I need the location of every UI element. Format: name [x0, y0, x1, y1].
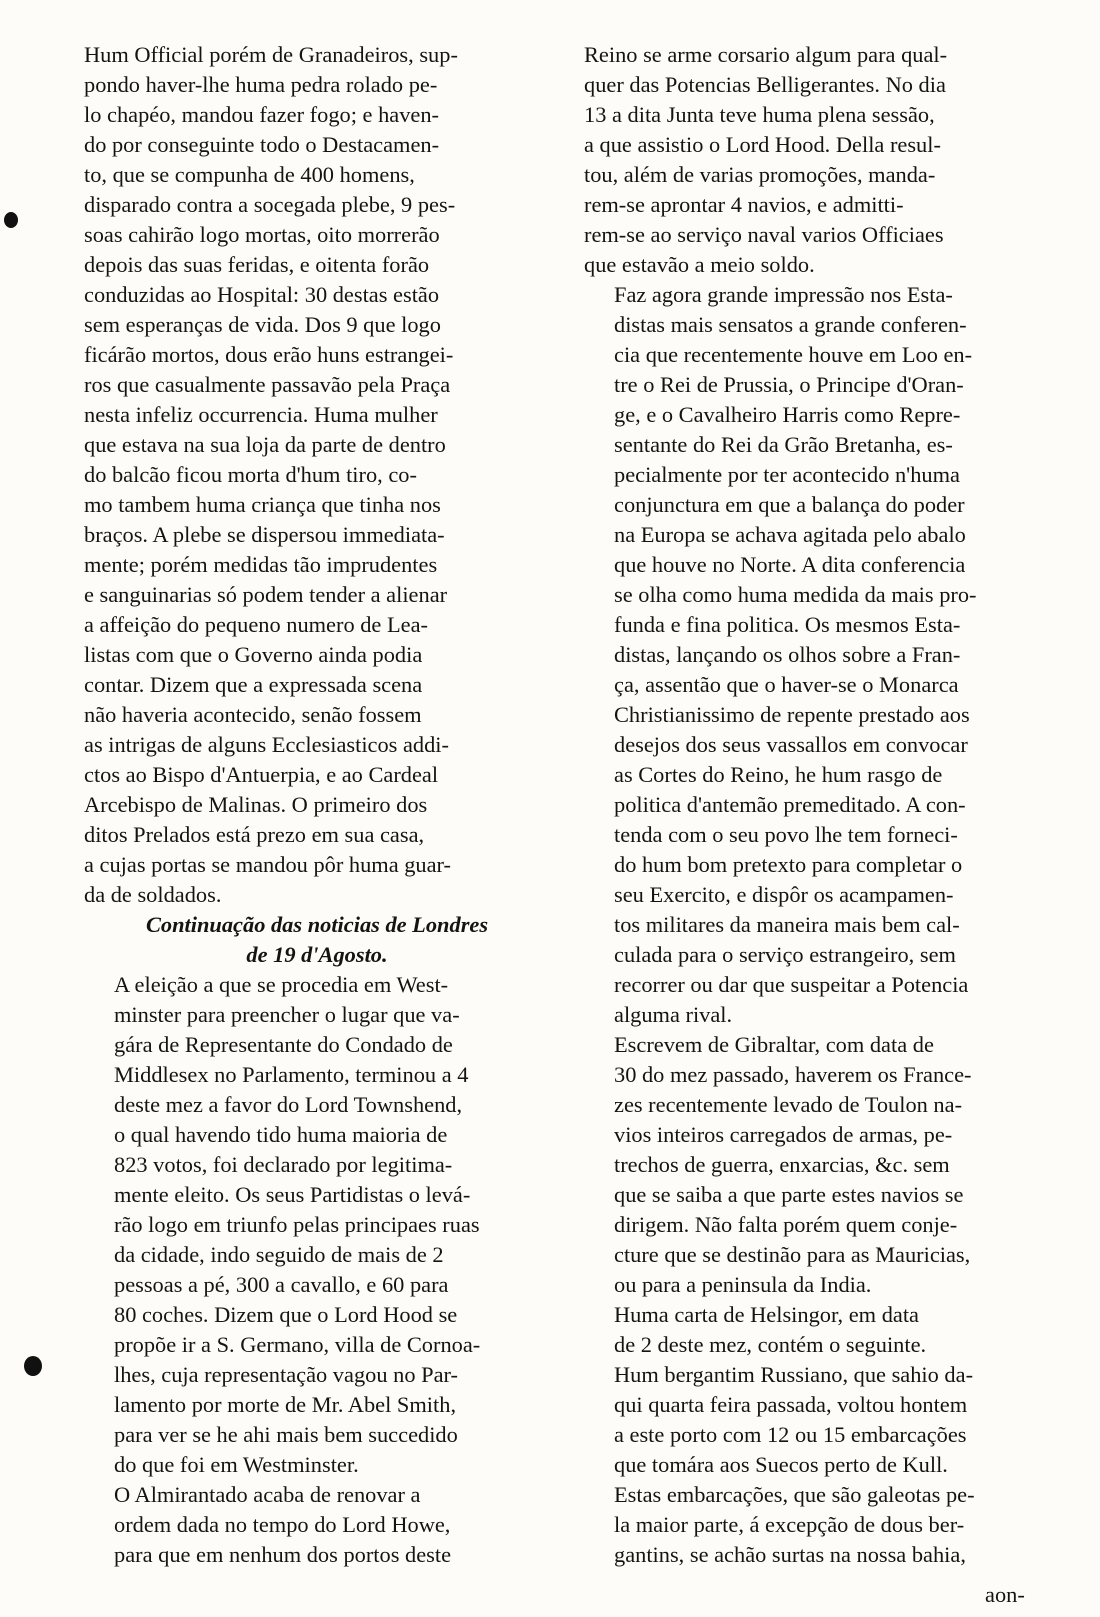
- text-line: A eleição a que se procedia em West-: [114, 972, 449, 997]
- text-line: a affeição do pequeno numero de Lea-: [84, 612, 428, 637]
- text-line: ctos ao Bispo d'Antuerpia, e ao Cardeal: [84, 762, 439, 787]
- text-line: que estava na sua loja da parte de dentro: [84, 432, 446, 457]
- text-line: propõe ir a S. Germano, villa de Cornoa-: [114, 1332, 481, 1357]
- text-line: não haveria acontecido, senão fossem: [84, 702, 422, 727]
- text-line: listas com que o Governo ainda podia: [84, 642, 423, 667]
- text-line: que tomára aos Suecos perto de Kull.: [614, 1452, 948, 1477]
- text-line: que estavão a meio soldo.: [584, 252, 815, 277]
- text-line: sem esperanças de vida. Dos 9 que logo: [84, 312, 441, 337]
- text-line: rem-se ao serviço naval varios Officiaes: [584, 222, 944, 247]
- text-line: Estas embarcações, que são galeotas pe-: [614, 1482, 975, 1507]
- text-line: do que foi em Westminster.: [114, 1452, 359, 1477]
- text-line: tou, além de varias promoções, manda-: [584, 162, 936, 187]
- text-line: sentante do Rei da Grão Bretanha, es-: [614, 432, 953, 457]
- text-line: cture que se destinão para as Mauricias,: [614, 1242, 971, 1267]
- text-line: de 19 d'Agosto.: [246, 942, 388, 967]
- text-line: conjunctura em que a balança do poder: [614, 492, 965, 517]
- text-line: da cidade, indo seguido de mais de 2: [114, 1242, 444, 1267]
- text-line: recorrer ou dar que suspeitar a Potencia: [614, 972, 969, 997]
- text-line: depois das suas feridas, e oitenta forão: [84, 252, 430, 277]
- text-line: Huma carta de Helsingor, em data: [614, 1302, 919, 1327]
- text-line: funda e fina politica. Os mesmos Esta-: [614, 612, 961, 637]
- text-line: gantins, se achão surtas na nossa bahia,: [614, 1542, 966, 1567]
- text-line: vios inteiros carregados de armas, pe-: [614, 1122, 953, 1147]
- paragraph: [584, 40, 1066, 280]
- text-line: tos militares da maneira mais bem cal-: [614, 912, 960, 937]
- text-line: deste mez a favor do Lord Townshend,: [114, 1092, 463, 1117]
- text-line: gára de Representante do Condado de: [114, 1032, 453, 1057]
- paragraph: [584, 280, 1066, 1030]
- text-line: pondo haver-lhe huma pedra rolado pe-: [84, 72, 438, 97]
- text-line: Escrevem de Gibraltar, com data de: [614, 1032, 934, 1057]
- text-line: 823 votos, foi declarado por legitima-: [114, 1152, 453, 1177]
- text-line: a que assistio o Lord Hood. Della resul-: [584, 132, 941, 157]
- margin-ink-mark: [24, 1356, 42, 1376]
- text-line: do hum bom pretexto para completar o: [614, 852, 963, 877]
- text-line: distas mais sensatos a grande conferen-: [614, 312, 967, 337]
- text-line: rão logo em triunfo pelas principaes ruas: [114, 1212, 480, 1237]
- text-line: e sanguinarias só podem tender a alienar: [84, 582, 448, 607]
- text-line: dirigem. Não falta porém quem conje-: [614, 1212, 958, 1237]
- text-line: ficárão mortos, dous erão huns estrangei-: [84, 342, 454, 367]
- text-line: ça, assentão que o haver-se o Monarca: [614, 672, 959, 697]
- text-line: O Almirantado acaba de renovar a: [114, 1482, 421, 1507]
- section-heading: [84, 910, 550, 970]
- text-line: lo chapéo, mandou fazer fogo; e haven-: [84, 102, 439, 127]
- text-line: tre o Rei de Prussia, o Principe d'Oran-: [614, 372, 964, 397]
- left-column: [84, 40, 550, 1570]
- text-line: soas cahirão logo mortas, oito morrerão: [84, 222, 440, 247]
- text-line: de 2 deste mez, contém o seguinte.: [614, 1332, 927, 1357]
- text-line: Reino se arme corsario algum para qual-: [584, 42, 948, 67]
- paragraph: [584, 1030, 1066, 1300]
- text-line: ros que casualmente passavão pela Praça: [84, 372, 451, 397]
- text-line: ge, e o Cavalheiro Harris como Repre-: [614, 402, 961, 427]
- text-line: ditos Prelados está prezo em sua casa,: [84, 822, 425, 847]
- text-line: da de soldados.: [84, 882, 222, 907]
- text-line: o qual havendo tido huma maioria de: [114, 1122, 448, 1147]
- text-line: ou para a peninsula da India.: [614, 1272, 872, 1297]
- text-line: qui quarta feira passada, voltou hontem: [614, 1392, 968, 1417]
- text-line: cia que recentemente houve em Loo en-: [614, 342, 973, 367]
- text-line: quer das Potencias Belligerantes. No dia: [584, 72, 946, 97]
- text-line: desejos dos seus vassallos em convocar: [614, 732, 968, 757]
- text-line: se olha como huma medida da mais pro-: [614, 582, 977, 607]
- text-line: rem-se aprontar 4 navios, e admitti-: [584, 192, 904, 217]
- text-line: politica d'antemão premeditado. A con-: [614, 792, 966, 817]
- text-line: seu Exercito, e dispôr os acampamen-: [614, 882, 954, 907]
- text-line: para ver se he ahi mais bem succedido: [114, 1422, 458, 1447]
- paragraph: [584, 1300, 1066, 1570]
- text-line: na Europa se achava agitada pelo abalo: [614, 522, 966, 547]
- text-line: as intrigas de alguns Ecclesiasticos addi-: [84, 732, 449, 757]
- paragraph: [84, 40, 550, 910]
- text-line: trechos de guerra, enxarcias, &c. sem: [614, 1152, 950, 1177]
- text-line: que se saiba a que parte estes navios se: [614, 1182, 964, 1207]
- text-line: mente eleito. Os seus Partidistas o levá-: [114, 1182, 471, 1207]
- text-line: pecialmente por ter acontecido n'huma: [614, 462, 960, 487]
- text-line: la maior parte, á excepção de dous ber-: [614, 1512, 965, 1537]
- text-line: braços. A plebe se dispersou immediata-: [84, 522, 445, 547]
- text-line: to, que se compunha de 400 homens,: [84, 162, 415, 187]
- text-line: pessoas a pé, 300 a cavallo, e 60 para: [114, 1272, 449, 1297]
- catchword: aon-: [985, 1582, 1025, 1607]
- text-line: lhes, cuja representação vagou no Par-: [114, 1362, 458, 1387]
- text-line: alguma rival.: [614, 1002, 733, 1027]
- text-line: zes recentemente levado de Toulon na-: [614, 1092, 963, 1117]
- text-line: mo tambem huma criança que tinha nos: [84, 492, 441, 517]
- text-line: Hum bergantim Russiano, que sahio da-: [614, 1362, 974, 1387]
- text-line: nesta infeliz occurrencia. Huma mulher: [84, 402, 438, 427]
- text-line: a cujas portas se mandou pôr huma guar-: [84, 852, 452, 877]
- text-line: 13 a dita Junta teve huma plena sessão,: [584, 102, 935, 127]
- text-line: Middlesex no Parlamento, terminou a 4: [114, 1062, 469, 1087]
- text-line: Continuação das noticias de Londres: [145, 912, 489, 937]
- text-line: disparado contra a socegada plebe, 9 pes-: [84, 192, 456, 217]
- text-line: Hum Official porém de Granadeiros, sup-: [84, 42, 458, 67]
- margin-ink-mark: [4, 212, 18, 228]
- text-line: culada para o serviço estrangeiro, sem: [614, 942, 956, 967]
- text-line: mente; porém medidas tão imprudentes: [84, 552, 438, 577]
- text-line: Christianissimo de repente prestado aos: [614, 702, 970, 727]
- text-line: ordem dada no tempo do Lord Howe,: [114, 1512, 451, 1537]
- text-line: a este porto com 12 ou 15 embarcações: [614, 1422, 967, 1447]
- text-line: Faz agora grande impressão nos Esta-: [614, 282, 953, 307]
- text-line: para que em nenhum dos portos deste: [114, 1542, 452, 1567]
- text-line: as Cortes do Reino, he hum rasgo de: [614, 762, 943, 787]
- text-line: distas, lançando os olhos sobre a Fran-: [614, 642, 961, 667]
- text-line: minster para preencher o lugar que va-: [114, 1002, 460, 1027]
- right-column: [584, 40, 1066, 1570]
- text-line: 80 coches. Dizem que o Lord Hood se: [114, 1302, 458, 1327]
- text-line: 30 do mez passado, haverem os France-: [614, 1062, 972, 1087]
- text-line: contar. Dizem que a expressada scena: [84, 672, 423, 697]
- text-line: do balcão ficou morta d'hum tiro, co-: [84, 462, 417, 487]
- text-line: do por conseguinte todo o Destacamen-: [84, 132, 440, 157]
- text-line: tenda com o seu povo lhe tem forneci-: [614, 822, 958, 847]
- paragraph: [84, 1480, 550, 1570]
- text-line: conduzidas ao Hospital: 30 destas estão: [84, 282, 440, 307]
- text-line: lamento por morte de Mr. Abel Smith,: [114, 1392, 457, 1417]
- paragraph: [84, 970, 550, 1480]
- text-line: Arcebispo de Malinas. O primeiro dos: [84, 792, 428, 817]
- text-line: que houve no Norte. A dita conferencia: [614, 552, 966, 577]
